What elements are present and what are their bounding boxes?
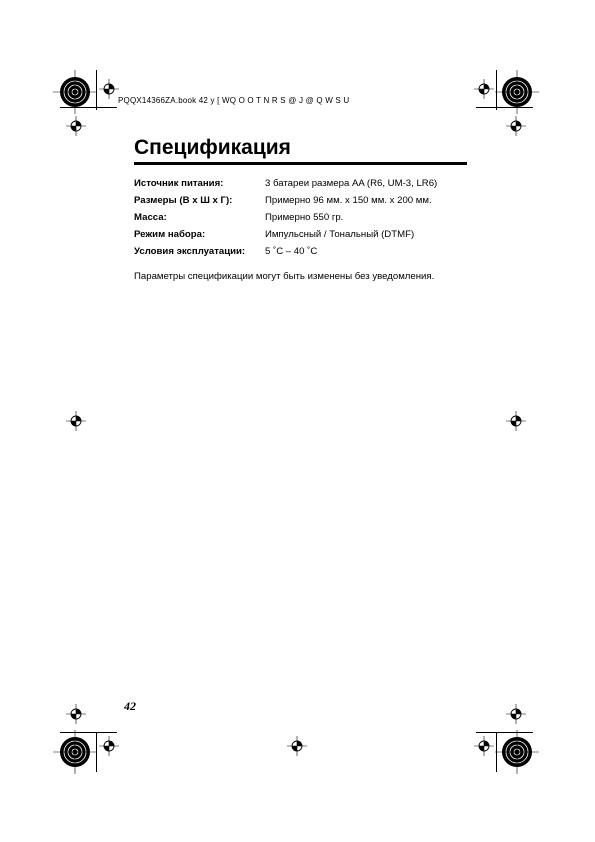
crosshair-left-lower xyxy=(66,704,86,724)
spec-value: 5 ˚C – 40 ˚C xyxy=(265,246,318,257)
crosshair-bottom-right xyxy=(474,736,494,756)
crop-line-bottom-left-v xyxy=(96,732,97,772)
crosshair-right-lower xyxy=(506,704,526,724)
registration-mark-bottom-left xyxy=(53,730,97,774)
title-underline xyxy=(134,162,467,165)
spec-value: Импульсный / Тональный (DTMF) xyxy=(265,229,415,240)
spec-row xyxy=(134,243,437,260)
spec-row xyxy=(134,192,437,209)
registration-mark-bottom-right xyxy=(495,730,539,774)
spec-label: Условия эксплуатации: xyxy=(134,246,246,257)
spec-label: Режим набора: xyxy=(134,229,206,240)
page-title: Спецификация xyxy=(134,136,291,159)
crosshair-bottom-left xyxy=(99,736,119,756)
spec-label: Источник питания: xyxy=(134,178,224,189)
crop-line-bottom-right-v xyxy=(496,732,497,772)
crosshair-top-right xyxy=(474,79,494,99)
spec-row xyxy=(134,209,437,226)
specification-note: Параметры спецификации могут быть изменены без уведомления. xyxy=(134,271,435,282)
spec-value: Примерно 550 гр. xyxy=(265,212,344,223)
crop-line-bottom-left-h xyxy=(60,732,117,733)
crop-line-top-left-h xyxy=(60,107,117,108)
crop-line-bottom-right-h xyxy=(476,732,533,733)
print-header-line: PQQX14366ZA.book 42 y [ WQ O O T N R S @ J @ Q W S U xyxy=(118,96,350,105)
spec-value: Примерно 96 мм. x 150 мм. x 200 мм. xyxy=(265,195,432,206)
spec-row xyxy=(134,226,437,243)
crosshair-right-upper xyxy=(506,116,526,136)
crosshair-left-upper xyxy=(66,116,86,136)
crosshair-right-middle xyxy=(506,411,526,431)
crosshair-bottom-center xyxy=(287,736,307,756)
spec-label: Масса: xyxy=(134,212,167,223)
spec-row xyxy=(134,175,437,192)
crosshair-top-left xyxy=(99,79,119,99)
crop-line-top-right-h xyxy=(476,107,533,108)
spec-label: Размеры (В x Ш x Г): xyxy=(134,195,233,206)
crop-line-top-right-v xyxy=(496,70,497,110)
spec-value: 3 батареи размера AA (R6, UM-3, LR6) xyxy=(265,178,438,189)
specifications-table xyxy=(134,175,437,260)
crosshair-left-middle xyxy=(66,411,86,431)
page-number: 42 xyxy=(124,699,136,713)
crop-line-top-left-v xyxy=(96,70,97,110)
